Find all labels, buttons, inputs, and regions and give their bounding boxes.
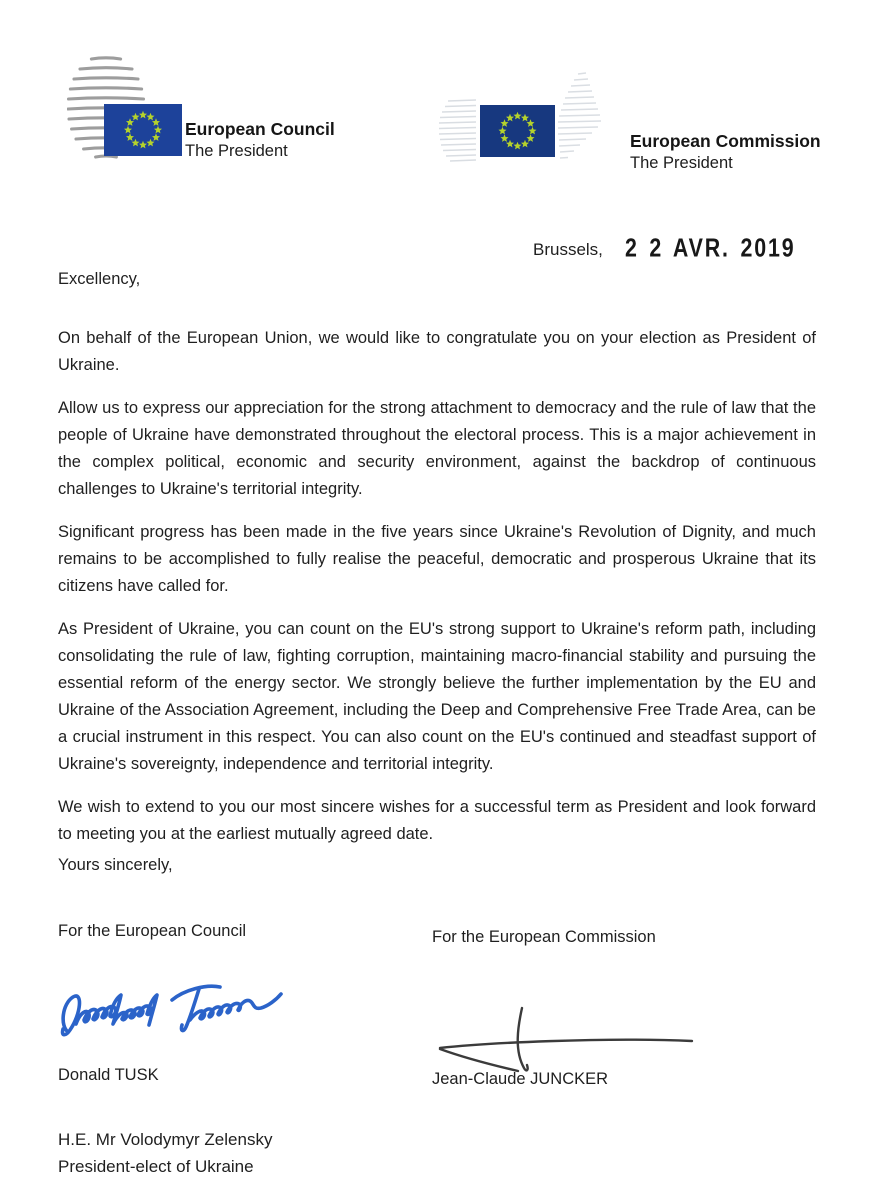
commission-org-name: European Commission	[630, 131, 821, 151]
council-on-behalf-label: For the European Council	[58, 922, 247, 940]
council-signatory-name: Donald TUSK	[58, 1066, 159, 1084]
commission-building-sketch-left-icon	[438, 98, 478, 164]
paragraph-1: On behalf of the European Union, we would like to congratulate you on your election as President of Ukraine.	[58, 329, 816, 374]
commission-building-sketch-right-icon	[556, 70, 604, 166]
council-org-title: The President	[185, 142, 288, 160]
signature-block-commission	[432, 928, 792, 1108]
commission-signatory-name: Jean-Claude JUNCKER	[432, 1070, 609, 1088]
date-stamp: 2 2 AVR. 2019	[625, 232, 796, 262]
paragraph-4: As President of Ukraine, you can count on the EU's strong support to Ukraine's reform path, including consolidating the rule of law, fighting corruption, maintaining macro-financial stability and pursuing the essential reform of the energy sector. We strongly believe the further implementation by the EU and Ukraine of the Association Agreement, including the Deep and Comprehensive Free Trade Area, can be a crucial instrument in this respect. You can also count on the EU's continued and steadfast support of Ukraine's sovereignty, independence and territorial integrity.	[58, 620, 816, 773]
council-letterhead	[60, 46, 410, 186]
council-org-name: European Council	[185, 119, 335, 139]
commission-letterhead	[438, 70, 848, 185]
dateline	[533, 232, 809, 263]
juncker-signature-icon	[434, 1002, 704, 1078]
commission-org-title: The President	[630, 154, 733, 172]
signature-block-council	[58, 922, 388, 1102]
recipient-name: H.E. Mr Volodymyr Zelensky	[58, 1130, 273, 1149]
paragraph-2: Allow us to express our appreciation for the strong attachment to democracy and the rule of law that the people of Ukraine have demonstrated throughout the electoral process. This is a major achievement in the complex political, economic and security environment, against the backdrop of continuous challenges to Ukraine's territorial integrity.	[58, 399, 816, 498]
salutation: Excellency,	[58, 270, 141, 288]
council-eu-flag-icon	[104, 104, 182, 156]
closing: Yours sincerely,	[58, 856, 173, 874]
dateline-city: Brussels,	[533, 240, 603, 259]
paragraph-3: Significant progress has been made in the five years since Ukraine's Revolution of Dignity, and much remains to be accomplished to fully realise the peaceful, democratic and prosperous Ukraine that its citizens have called for.	[58, 523, 816, 595]
paragraph-5: We wish to extend to you our most sincere wishes for a successful term as President and look forward to meeting you at the earliest mutually agreed date.	[58, 798, 816, 843]
commission-eu-flag-icon	[480, 105, 555, 157]
recipient-address	[58, 1126, 272, 1180]
commission-on-behalf-label: For the European Commission	[432, 928, 656, 946]
letter-body	[58, 266, 816, 848]
tusk-signature-icon	[54, 966, 286, 1050]
recipient-title: President-elect of Ukraine	[58, 1157, 254, 1176]
